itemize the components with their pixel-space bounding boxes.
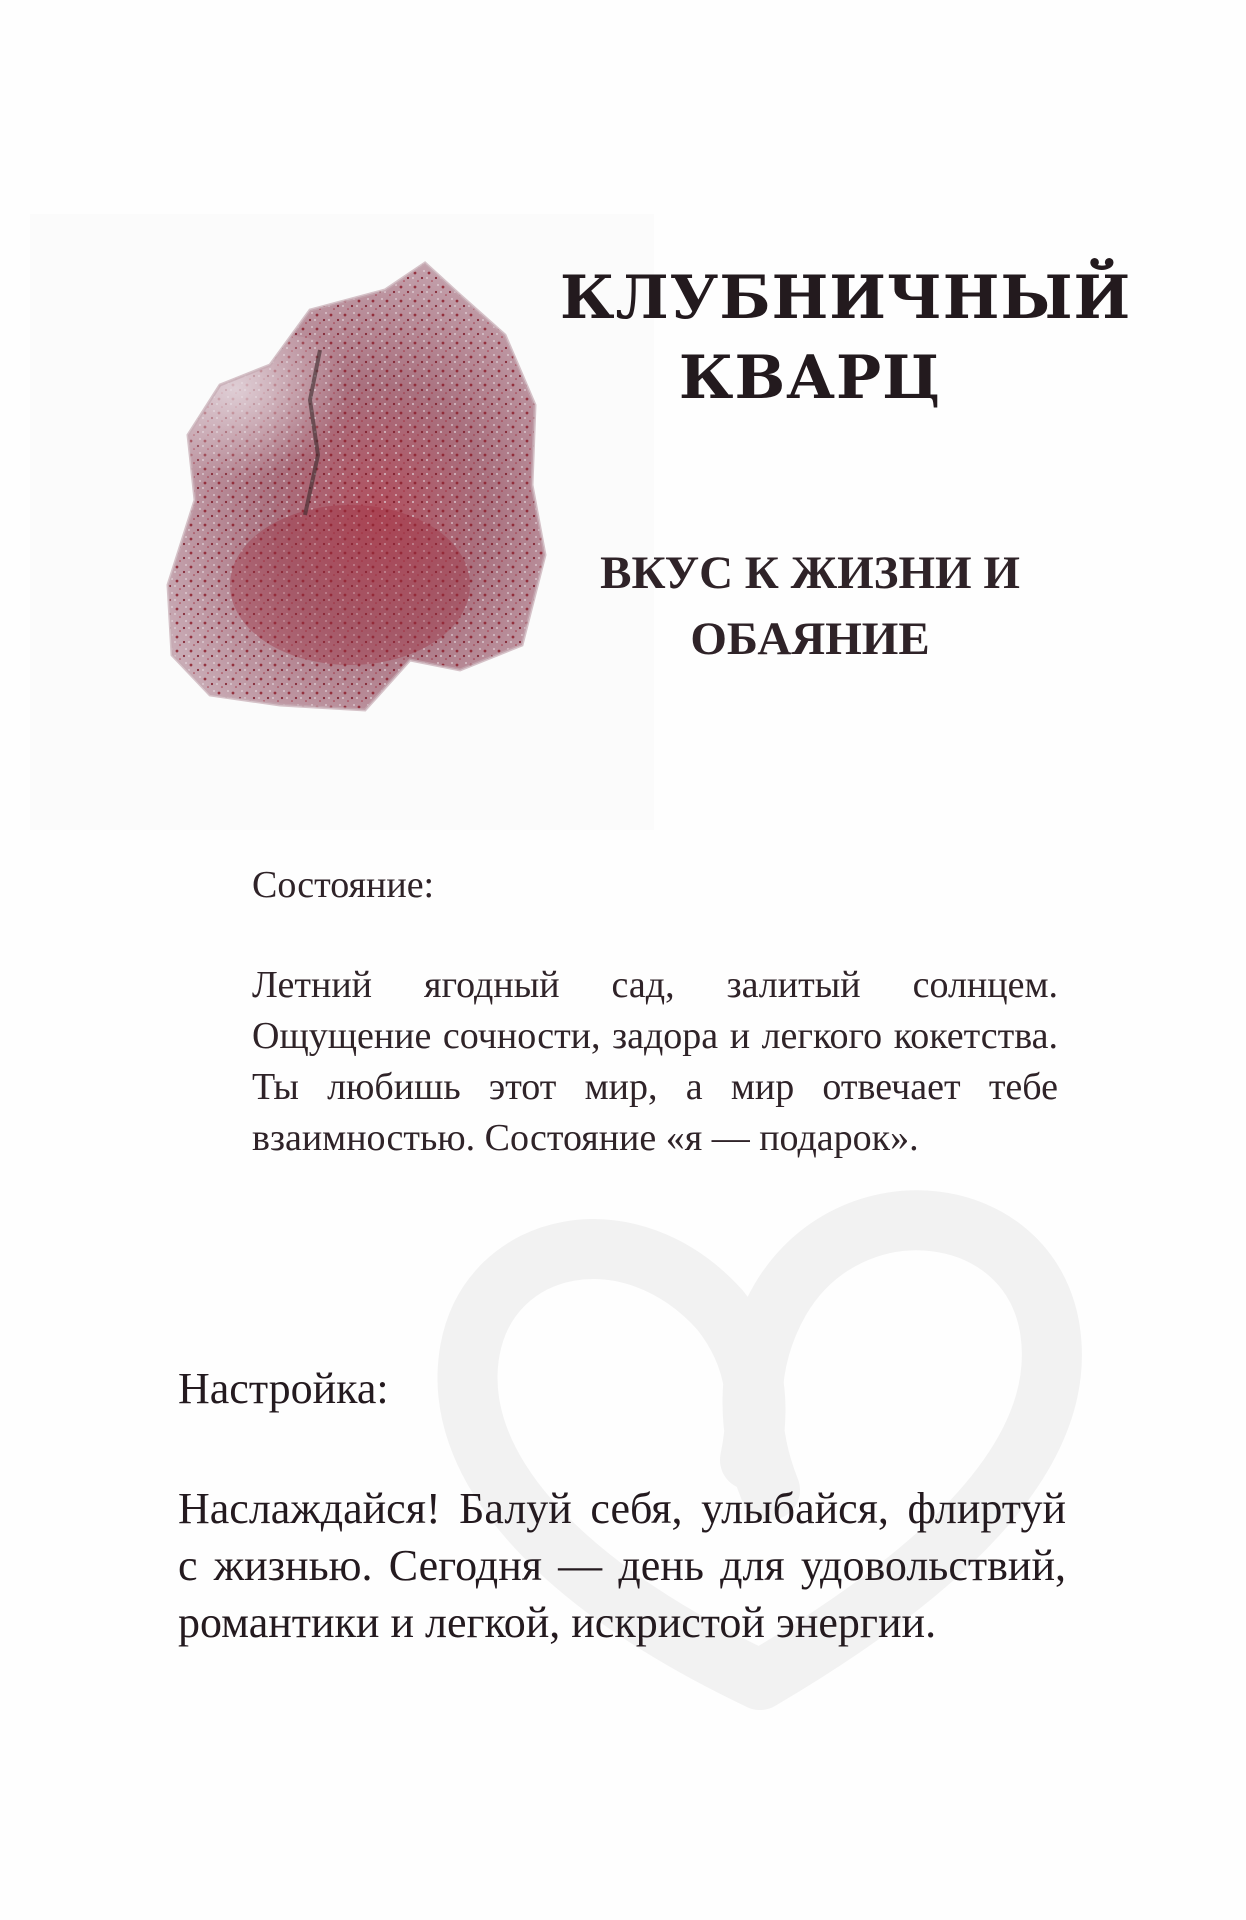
tuning-section <box>178 1360 1066 1651</box>
stone-title <box>560 258 1132 418</box>
stone-subtitle <box>560 540 1060 672</box>
state-section <box>252 860 1058 1164</box>
tuning-text: Наслаждайся! Балуй себя, улыбайся, флиртуй с жизнью. Сегодня — день для удовольствий, романтики и легкой, искристой энергии. <box>178 1484 1066 1647</box>
state-heading: Состояние: <box>252 864 435 906</box>
state-text: Летний ягодный сад, залитый солнцем. Ощущение сочности, задора и легкого кокетства. Ты любишь этот мир, а мир отвечает тебе взаимностью. Состояние «я — подарок». <box>252 964 1058 1159</box>
tuning-heading: Настройка: <box>178 1364 389 1413</box>
stone-title-line2: КВАРЦ <box>678 343 942 413</box>
stone-subtitle-line1: ВКУС К ЖИЗНИ И <box>600 547 1020 599</box>
strawberry-quartz-stone-image <box>160 255 560 715</box>
stone-subtitle-line2: ОБАЯНИЕ <box>690 613 930 665</box>
stone-title-line1: КЛУБНИЧНЫЙ <box>560 263 1132 333</box>
